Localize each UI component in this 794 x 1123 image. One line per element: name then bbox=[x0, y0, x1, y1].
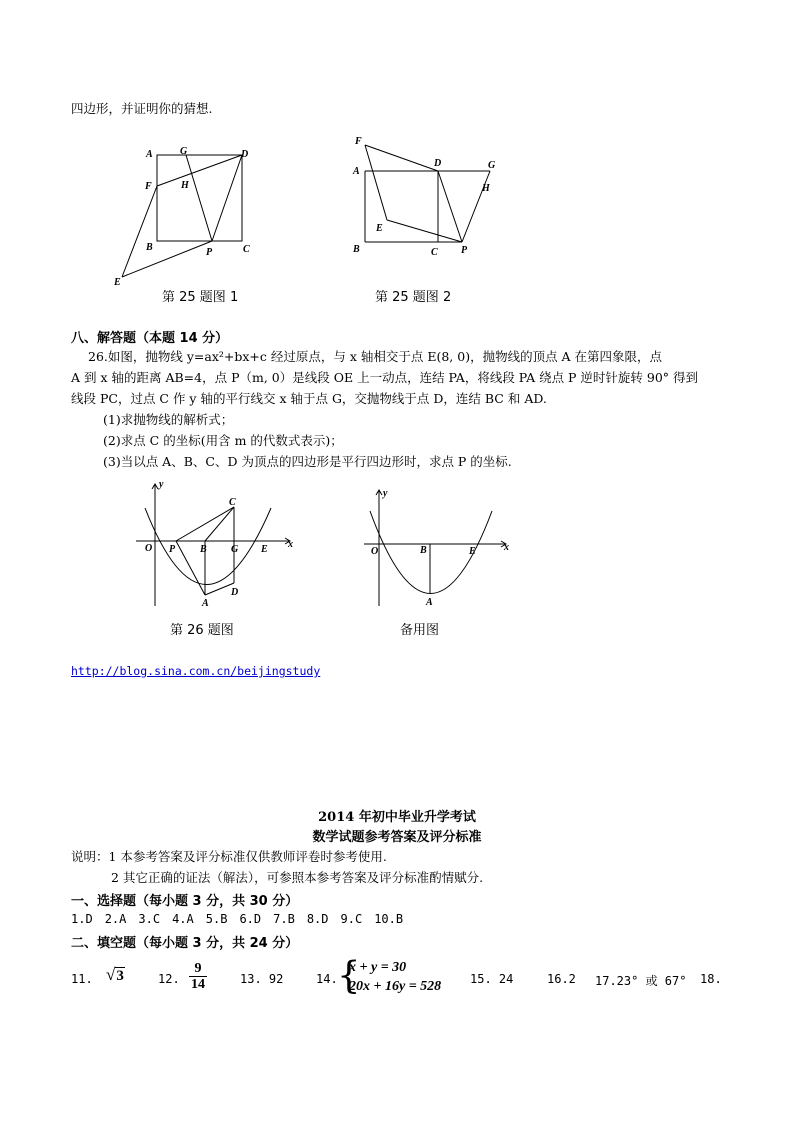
choice-answers bbox=[71, 912, 403, 926]
problem-26-line1: 26.如图，抛物线 y=ax²+bx+c 经过原点，与 x 轴相交于点 E(8, 0)，抛物线的顶点 A 在第四象限，点 bbox=[88, 349, 663, 364]
problem-26-line2: A 到 x 轴的距离 AB=4，点 P（m, 0）是线段 OE 上一动点，连结 PA，将线段 PA 绕点 P 逆时针旋转 90° 得到 bbox=[71, 370, 699, 385]
sqrt-radicand: 3 bbox=[116, 968, 124, 984]
question-3: (3)当以点 A、B、C、D 为顶点的四边形是平行四边形时，求点 P 的坐标. bbox=[103, 454, 512, 469]
label-y: y bbox=[159, 479, 164, 490]
answer-16: 16.2 bbox=[547, 972, 576, 986]
figure-26 bbox=[130, 478, 300, 610]
choice-answer: 7.B bbox=[273, 912, 295, 926]
label-e: E bbox=[469, 546, 476, 557]
label-p: P bbox=[169, 544, 176, 555]
segment-dp bbox=[438, 171, 462, 242]
label-y: y bbox=[383, 488, 388, 499]
equation-1: x + y = 30 bbox=[349, 960, 407, 975]
label-h: H bbox=[181, 180, 189, 191]
choice-answer: 2.A bbox=[104, 912, 127, 926]
answer-12-number: 12. bbox=[158, 972, 180, 986]
choice-answer: 3.C bbox=[138, 912, 161, 926]
label-e: E bbox=[376, 223, 383, 234]
label-b: B bbox=[353, 244, 360, 255]
answer-13: 13. 92 bbox=[240, 972, 284, 986]
label-g: G bbox=[488, 160, 496, 171]
figure-spare bbox=[358, 486, 518, 611]
continued-text: 四边形，并证明你的猜想. bbox=[71, 101, 213, 116]
fraction-numerator: 9 bbox=[189, 961, 207, 977]
segment-ep bbox=[387, 220, 462, 242]
label-g: G bbox=[180, 146, 188, 157]
segment-ep bbox=[122, 241, 212, 277]
segment-pc bbox=[176, 507, 234, 541]
label-a: A bbox=[353, 166, 360, 177]
choice-answer: 9.C bbox=[340, 912, 363, 926]
label-c: C bbox=[431, 247, 438, 258]
segment-bc bbox=[205, 507, 234, 541]
choice-answer: 6.D bbox=[239, 912, 262, 926]
label-d: D bbox=[241, 149, 249, 160]
label-x: x bbox=[504, 542, 509, 553]
label-e: E bbox=[114, 277, 121, 288]
answer-14-system bbox=[349, 958, 441, 996]
figure-25-1 bbox=[110, 140, 260, 290]
question-1: (1)求抛物线的解析式； bbox=[103, 412, 234, 427]
segment-gp bbox=[462, 171, 490, 242]
choice-answer: 5.B bbox=[205, 912, 228, 926]
label-b: B bbox=[146, 242, 153, 253]
segment-fd bbox=[365, 145, 438, 171]
label-o: O bbox=[371, 546, 379, 557]
answer-14-number: 14. bbox=[316, 972, 338, 986]
label-d: D bbox=[231, 587, 239, 598]
sqrt-icon: √ bbox=[106, 965, 116, 984]
section-1-heading: 一、选择题（每小题 3 分，共 30 分） bbox=[71, 894, 299, 909]
label-o: O bbox=[145, 543, 153, 554]
blog-link[interactable]: http://blog.sina.com.cn/beijingstudy bbox=[71, 664, 321, 678]
answer-18-number: 18. bbox=[700, 972, 722, 986]
label-c: C bbox=[243, 244, 250, 255]
question-2: (2)求点 C 的坐标(用含 m 的代数式表示)； bbox=[103, 433, 343, 448]
brace-icon: { bbox=[337, 954, 361, 997]
choice-answer: 4.A bbox=[172, 912, 194, 926]
caption-spare: 备用图 bbox=[400, 623, 440, 638]
answer-15: 15. 24 bbox=[470, 972, 514, 986]
answer-17: 17.23° 或 67° bbox=[595, 974, 687, 988]
label-e: E bbox=[261, 544, 268, 555]
fraction-denominator: 14 bbox=[191, 977, 205, 992]
answers-title-1: 2014 年初中毕业升学考试 bbox=[318, 810, 476, 825]
answer-11-number: 11. bbox=[71, 972, 93, 986]
label-f: F bbox=[145, 181, 152, 192]
note-1: 说明：1 本参考答案及评分标准仅供教师评卷时参考使用. bbox=[71, 849, 387, 864]
label-d: D bbox=[434, 158, 442, 169]
figure-25-2 bbox=[345, 128, 515, 263]
label-c: C bbox=[229, 497, 236, 508]
label-p: P bbox=[206, 247, 213, 258]
segment-fe bbox=[122, 186, 157, 277]
answers-title-2: 数学试题参考答案及评分标准 bbox=[312, 830, 482, 845]
caption-25-2: 第 25 题图 2 bbox=[375, 290, 452, 305]
section-2-heading: 二、填空题（每小题 3 分，共 24 分） bbox=[71, 936, 299, 951]
answer-12-fraction bbox=[189, 961, 207, 992]
caption-25-1: 第 25 题图 1 bbox=[162, 290, 239, 305]
label-f: F bbox=[355, 136, 362, 147]
answer-11-value bbox=[106, 965, 125, 985]
segment-fd bbox=[157, 155, 242, 186]
label-a: A bbox=[146, 149, 153, 160]
label-h: H bbox=[482, 183, 490, 194]
label-b: B bbox=[200, 544, 207, 555]
segment-gp bbox=[186, 155, 212, 241]
label-p: P bbox=[461, 245, 468, 256]
label-b: B bbox=[420, 545, 427, 556]
label-x: x bbox=[288, 539, 293, 550]
choice-answer: 8.D bbox=[306, 912, 329, 926]
choice-answer: 10.B bbox=[374, 912, 404, 926]
label-a: A bbox=[202, 598, 209, 609]
note-2: 2 其它正确的证法（解法），可参照本参考答案及评分标准酌情赋分. bbox=[111, 870, 484, 885]
equation-2: 20x + 16y = 528 bbox=[349, 979, 442, 994]
choice-answer: 1.D bbox=[71, 912, 93, 926]
section-8-heading: 八、解答题（本题 14 分） bbox=[71, 331, 229, 346]
problem-26-line3: 线段 PC，过点 C 作 y 轴的平行线交 x 轴于点 G，交抛物线于点 D，连结 BC 和 AD. bbox=[71, 391, 547, 406]
label-a: A bbox=[426, 597, 433, 608]
caption-26: 第 26 题图 bbox=[170, 623, 234, 638]
segment-pd bbox=[212, 155, 242, 241]
segment-fe bbox=[365, 145, 387, 220]
parabola bbox=[145, 508, 271, 585]
label-g: G bbox=[231, 544, 239, 555]
